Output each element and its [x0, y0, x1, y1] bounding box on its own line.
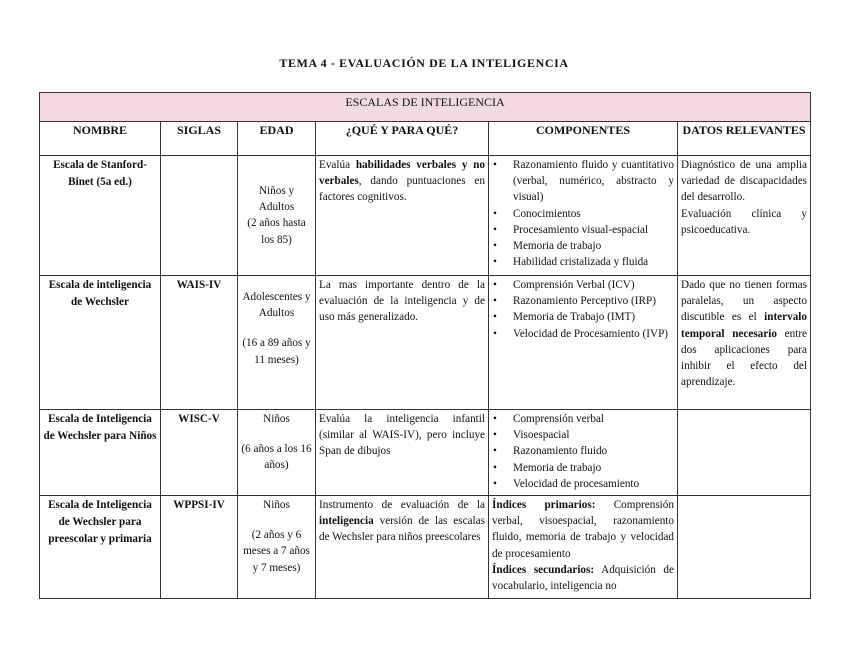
datos-text: Dado que no tienen formas paralelas, un aspecto discutible es el — [681, 279, 808, 324]
list-item: • Memoria de Trabajo (IMT) — [492, 309, 674, 325]
datos-paragraph: Diagnóstico de una amplia variedad de discapacidades del desarrollo. — [681, 159, 808, 204]
row-siglas: WAIS-IV — [161, 276, 238, 410]
table-title: ESCALAS DE INTELIGENCIA — [40, 93, 811, 122]
datos-bold-text: intervalo temporal necesario — [681, 311, 808, 340]
row-que: La mas importante dentro de la evaluación de la inteligencia y de uso más generalizado. — [316, 276, 489, 410]
row-edad — [238, 496, 316, 599]
table-row — [40, 276, 811, 410]
list-item: • Razonamiento Perceptivo (IRP) — [492, 293, 674, 309]
list-item: • Velocidad de Procesamiento (IVP) — [492, 326, 674, 342]
table-title-row — [40, 93, 811, 122]
header-siglas: SIGLAS — [161, 122, 238, 156]
list-item: • Razonamiento fluido — [492, 443, 674, 459]
list-item: • Conocimientos — [492, 206, 674, 222]
list-item: • Velocidad de procesamiento — [492, 476, 674, 492]
datos-text-end: entre dos aplicaciones para inhibir el efecto del aprendizaje. — [681, 327, 808, 389]
componentes-list — [492, 411, 674, 492]
list-item: • Procesamiento visual-espacial — [492, 222, 674, 238]
header-edad: EDAD — [238, 122, 316, 156]
table-row — [40, 496, 811, 599]
header-datos: DATOS RELEVANTES — [678, 122, 811, 156]
row-componentes — [489, 410, 678, 496]
row-componentes — [489, 276, 678, 410]
list-item: • Comprensión verbal — [492, 411, 674, 427]
indices-primarios-text: Comprensión verbal, visoespacial, razonamiento fluido, memoria de trabajo y velocidad de procesamiento — [492, 499, 674, 560]
componentes-list — [492, 157, 674, 270]
row-edad — [238, 276, 316, 410]
list-item: • Memoria de trabajo — [492, 238, 674, 254]
row-nombre: Escala de Stanford-Binet (5a ed.) — [40, 156, 161, 276]
row-siglas — [161, 156, 238, 276]
indices-secundarios-text: Adquisición de vocabulario, inteligencia no — [492, 563, 674, 593]
edad-group: Niños — [263, 499, 290, 511]
row-siglas: WPPSI-IV — [161, 496, 238, 599]
intelligence-scales-table — [39, 92, 811, 599]
edad-group: Niños y Adultos — [258, 185, 295, 214]
que-bold-text: inteligencia — [319, 515, 374, 528]
indices-secundarios-label: Índices secundarios: — [492, 563, 595, 576]
table-row — [40, 156, 811, 276]
componentes-clip — [492, 497, 674, 594]
table-row — [40, 410, 811, 496]
que-text-end: , dando puntuaciones en factores cognitivos. — [319, 175, 485, 204]
row-que — [316, 156, 489, 276]
row-nombre: Escala de Inteligencia de Wechsler para preescolar y primaria — [40, 496, 161, 599]
que-text-end: versión de las escalas de Wechsler para niños preescolares — [319, 515, 485, 544]
row-edad — [238, 156, 316, 276]
edad-group: Adolescentes y Adultos — [242, 291, 311, 320]
row-datos — [678, 276, 811, 410]
header-que: ¿QUÉ Y PARA QUÉ? — [316, 122, 489, 156]
row-datos — [678, 156, 811, 276]
edad-range: (2 años y 6 meses a 7 años y 7 meses) — [243, 529, 310, 574]
row-nombre: Escala de Inteligencia de Wechsler para Niños — [40, 410, 161, 496]
que-bold-text: habilidades verbales y no verbales — [319, 159, 485, 188]
row-edad — [238, 410, 316, 496]
row-datos — [678, 496, 811, 599]
row-que — [316, 496, 489, 599]
indices-secundarios — [492, 562, 674, 594]
indices-primarios-label: Índices primarios: — [492, 499, 596, 511]
edad-range: (16 a 89 años y 11 meses) — [242, 337, 311, 366]
row-que: Evalúa la inteligencia infantil (similar al WAIS-IV), pero incluye Span de dibujos — [316, 410, 489, 496]
edad-range: (2 años hasta los 85) — [247, 217, 306, 246]
row-nombre: Escala de inteligencia de Wechsler — [40, 276, 161, 410]
list-item: • Habilidad cristalizada y fluida — [492, 254, 674, 270]
componentes-list — [492, 277, 674, 342]
list-item: • Visoespacial — [492, 427, 674, 443]
list-item: • Comprensión Verbal (ICV) — [492, 277, 674, 293]
edad-group: Niños — [263, 413, 290, 425]
header-nombre: NOMBRE — [40, 122, 161, 156]
list-item: • Memoria de trabajo — [492, 460, 674, 476]
list-item: • Razonamiento fluido y cuantitativo (verbal, numérico, abstracto y visual) — [492, 157, 674, 206]
document-title: TEMA 4 - EVALUACIÓN DE LA INTELIGENCIA — [279, 56, 569, 70]
table-header-row — [40, 122, 811, 156]
que-text: Instrumento de evaluación de la — [319, 499, 485, 511]
indices-primarios — [492, 497, 674, 562]
datos-paragraph: Evaluación clínica y psicoeducativa. — [681, 207, 808, 236]
row-componentes — [489, 496, 678, 599]
que-text: Evalúa — [319, 159, 356, 171]
row-datos — [678, 410, 811, 496]
edad-range: (6 años a los 16 años) — [241, 443, 312, 472]
header-componentes: COMPONENTES — [489, 122, 678, 156]
row-componentes — [489, 156, 678, 276]
row-siglas: WISC-V — [161, 410, 238, 496]
